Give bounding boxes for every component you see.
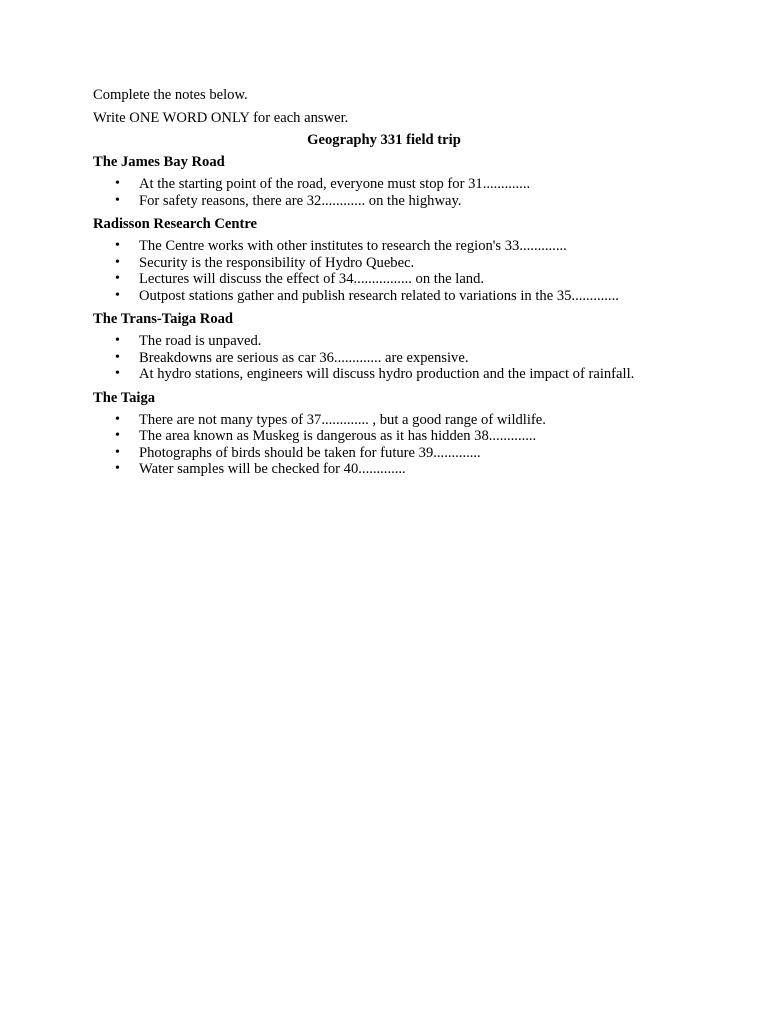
section-heading: Radisson Research Centre (93, 216, 258, 232)
bullet-icon: • (115, 333, 120, 348)
instruction-line-1: Complete the notes below. (93, 87, 248, 103)
list-item (93, 193, 693, 210)
bullet-list (93, 333, 693, 383)
section-radisson-research-centre (93, 216, 693, 304)
bullet-list (93, 412, 693, 478)
bullet-list (93, 238, 693, 304)
list-item (93, 350, 693, 367)
list-item-text: Water samples will be checked for 40............. (139, 461, 406, 477)
bullet-icon: • (115, 349, 120, 365)
section-trans-taiga-road (93, 311, 693, 383)
list-item-text: At the starting point of the road, everyone must stop for 31............. (139, 176, 531, 192)
bullet-icon: • (115, 444, 120, 460)
bullet-list (93, 176, 693, 209)
list-item (93, 333, 693, 350)
bullet-icon: • (115, 254, 120, 270)
list-item-text: Photographs of birds should be taken for future 39............. (139, 444, 481, 461)
list-item-text: Lectures will discuss the effect of 34................ on the land. (139, 271, 485, 287)
list-item (93, 366, 693, 383)
section-heading: The Taiga (93, 389, 156, 406)
list-item-text: The area known as Muskeg is dangerous as it has hidden 38............. (139, 428, 537, 444)
list-item (93, 271, 693, 288)
list-item-text: The road is unpaved. (139, 333, 262, 349)
list-item-text: At hydro stations, engineers will discuss hydro production and the impact of rainfall. (139, 366, 635, 382)
section-james-bay-road (93, 154, 693, 209)
page-title: Geography 331 field trip (307, 132, 461, 148)
bullet-icon: • (115, 411, 120, 427)
section-the-taiga (93, 390, 693, 478)
bullet-icon: • (115, 428, 120, 443)
document-page (93, 87, 693, 485)
bullet-icon: • (115, 271, 120, 286)
bullet-icon: • (115, 238, 120, 253)
list-item-text: Security is the responsibility of Hydro Quebec. (139, 254, 415, 271)
bullet-icon: • (115, 461, 120, 476)
list-item-text: The Centre works with other institutes to research the region's 33............. (139, 238, 567, 254)
list-item-text: There are not many types of 37............. , but a good range of wildlife. (139, 411, 546, 428)
bullet-icon: • (115, 287, 120, 303)
list-item (93, 238, 693, 255)
section-heading: The James Bay Road (93, 154, 225, 170)
bullet-icon: • (115, 192, 120, 208)
list-item-text: For safety reasons, there are 32............ on the highway. (139, 192, 462, 209)
list-item (93, 288, 693, 305)
list-item (93, 176, 693, 193)
list-item-text: Outpost stations gather and publish research related to variations in the 35............. (139, 287, 619, 304)
section-heading: The Trans-Taiga Road (93, 311, 234, 327)
list-item (93, 461, 693, 478)
list-item (93, 255, 693, 272)
list-item (93, 428, 693, 445)
instruction-line-2: Write ONE WORD ONLY for each answer. (93, 110, 349, 126)
list-item (93, 445, 693, 462)
list-item (93, 412, 693, 429)
bullet-icon: • (115, 176, 120, 191)
list-item-text: Breakdowns are serious as car 36............. are expensive. (139, 349, 469, 366)
bullet-icon: • (115, 366, 120, 381)
